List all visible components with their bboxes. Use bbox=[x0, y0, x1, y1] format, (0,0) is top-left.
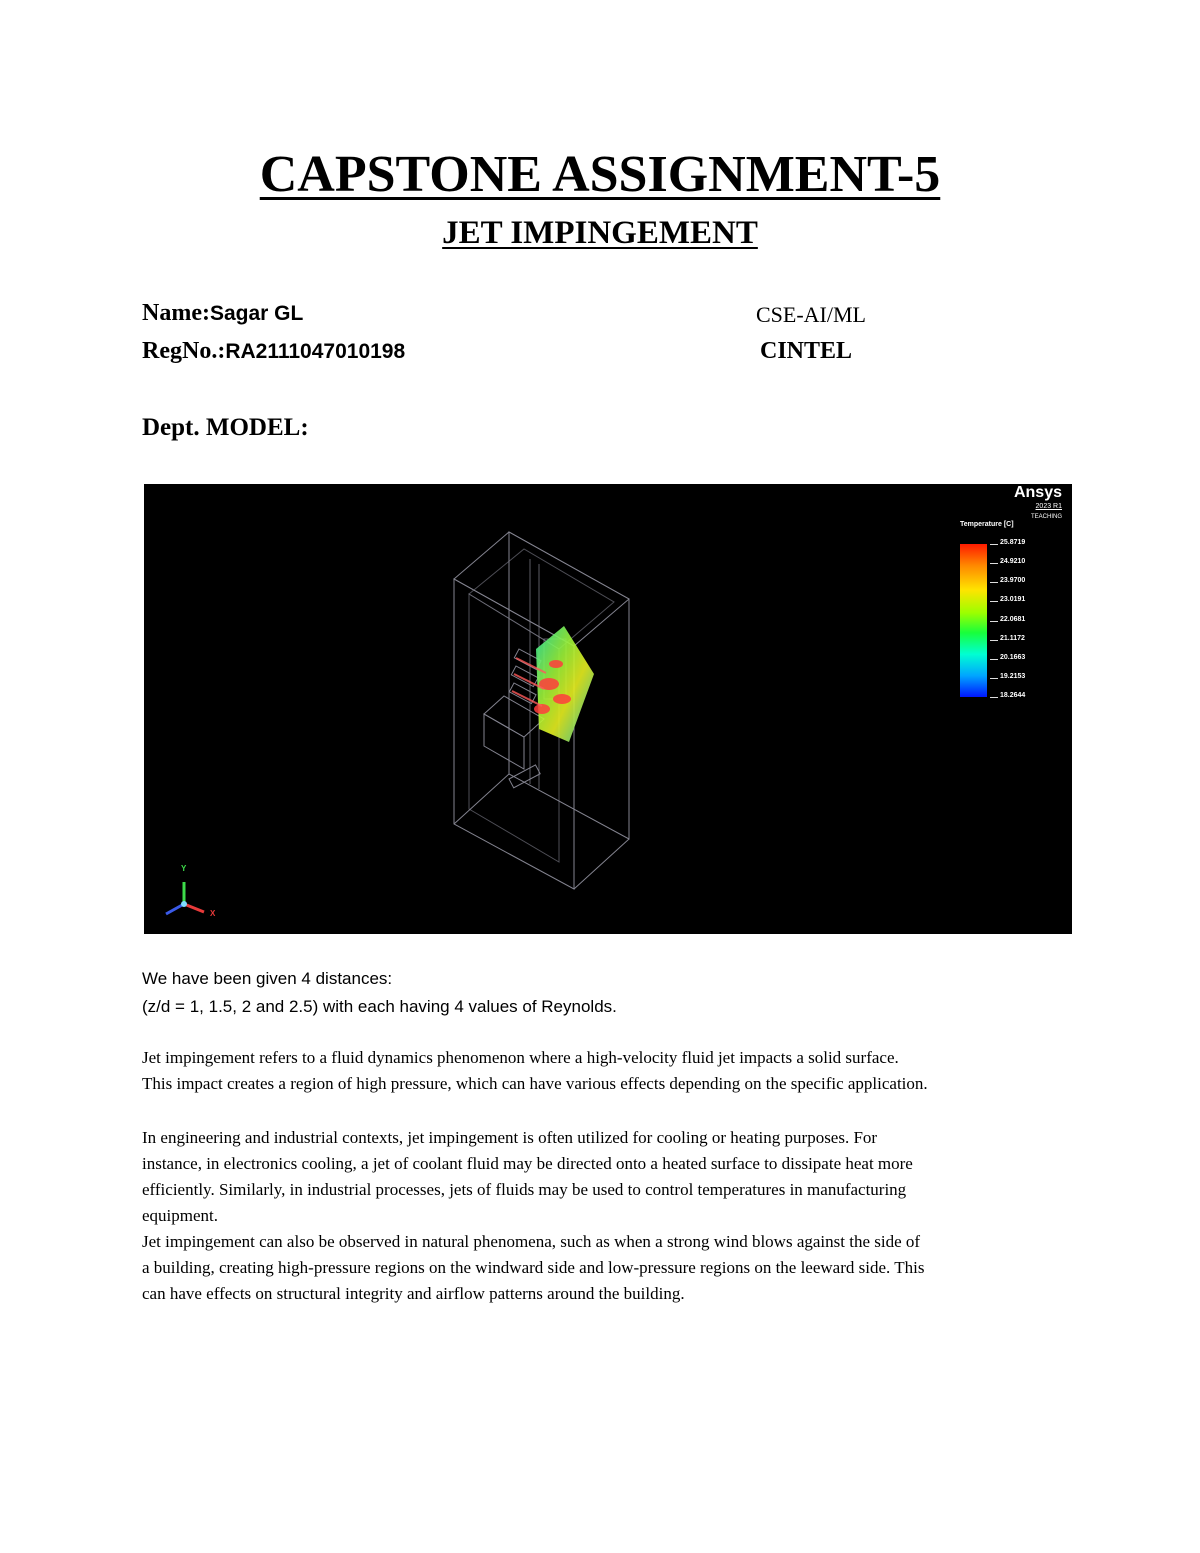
ansys-version: 2023 R1 bbox=[1035, 503, 1062, 510]
department-unit-text: CINTEL bbox=[760, 338, 853, 364]
axis-triad bbox=[166, 882, 204, 914]
intro-line-1: We have been given 4 distances: bbox=[142, 969, 393, 988]
legend-tick-label: 23.9700 bbox=[1000, 577, 1026, 585]
legend-tick-label: 25.8719 bbox=[1000, 539, 1026, 546]
legend-tick bbox=[990, 544, 998, 545]
ansys-edition: TEACHING bbox=[1030, 514, 1062, 520]
ansys-logo: Ansys bbox=[1013, 484, 1062, 501]
legend-tick bbox=[990, 678, 998, 679]
legend-tick bbox=[990, 582, 998, 583]
intro-line-2: (z/d = 1, 1.5, 2 and 2.5) with each having 4 values of Reynolds. bbox=[142, 997, 617, 1016]
paragraph-line: a building, creating high-pressure regions on the windward side and low-pressure regions on the leeward side. This bbox=[142, 1258, 925, 1277]
name-label: Name: bbox=[142, 300, 210, 326]
legend-tick bbox=[990, 601, 998, 602]
legend-tick-label: 24.9210 bbox=[1000, 558, 1026, 566]
reg-label: RegNo.: bbox=[142, 338, 226, 364]
legend-tick-label: 20.1663 bbox=[1000, 653, 1026, 661]
paragraph-line: Jet impingement can also be observed in natural phenomena, such as when a strong wind blows against the side of bbox=[142, 1232, 921, 1251]
paragraph-line: equipment. bbox=[142, 1206, 219, 1225]
legend-title: Temperature [C] bbox=[960, 521, 1014, 528]
paragraph-line: Jet impingement refers to a fluid dynamics phenomenon where a high-velocity fluid jet impacts a solid surface. bbox=[142, 1048, 899, 1067]
temperature-colorbar bbox=[960, 544, 987, 697]
student-reg-line bbox=[142, 338, 405, 365]
paragraph-line: This impact creates a region of high pressure, which can have various effects depending on the specific application. bbox=[142, 1074, 928, 1093]
reg-value: RA2111047010198 bbox=[225, 340, 406, 363]
axis-x-label: X bbox=[210, 909, 216, 918]
legend-tick-label: 21.1172 bbox=[1000, 634, 1025, 642]
paragraph-definition bbox=[142, 1045, 1062, 1097]
legend-tick-label: 19.2153 bbox=[1000, 672, 1026, 680]
model-wireframe-graphic bbox=[144, 484, 1072, 934]
student-name-line bbox=[142, 300, 303, 327]
legend-tick bbox=[990, 659, 998, 660]
legend-tick-label: 23.0191 bbox=[1000, 596, 1026, 604]
legend-tick bbox=[990, 621, 998, 622]
legend-tick bbox=[990, 697, 998, 698]
department-text: CSE-AI/ML bbox=[756, 302, 866, 327]
paragraph-line: efficiently. Similarly, in industrial processes, jets of fluids may be used to control temperatures in manufacturing bbox=[142, 1180, 907, 1199]
legend-tick bbox=[990, 640, 998, 641]
paragraph-line: In engineering and industrial contexts, jet impingement is often utilized for cooling or heating purposes. For bbox=[142, 1128, 878, 1147]
name-value: Sagar GL bbox=[209, 302, 304, 325]
paragraph-applications bbox=[142, 1125, 1062, 1307]
paragraph-line: instance, in electronics cooling, a jet of coolant fluid may be directed onto a heated surface to dissipate heat more bbox=[142, 1154, 913, 1173]
legend-tick-label: 22.0681 bbox=[1000, 615, 1026, 623]
ansys-simulation-image bbox=[144, 484, 1072, 934]
model-heading: Dept. MODEL: bbox=[142, 414, 309, 441]
paragraph-line: can have effects on structural integrity and airflow patterns around the building. bbox=[142, 1284, 685, 1303]
axis-y-label: Y bbox=[181, 864, 187, 873]
legend-tick-label: 18.2644 bbox=[1000, 692, 1026, 699]
legend-tick bbox=[990, 563, 998, 564]
document-title: CAPSTONE ASSIGNMENT-5 bbox=[259, 146, 941, 203]
document-subtitle: JET IMPINGEMENT bbox=[442, 215, 758, 251]
